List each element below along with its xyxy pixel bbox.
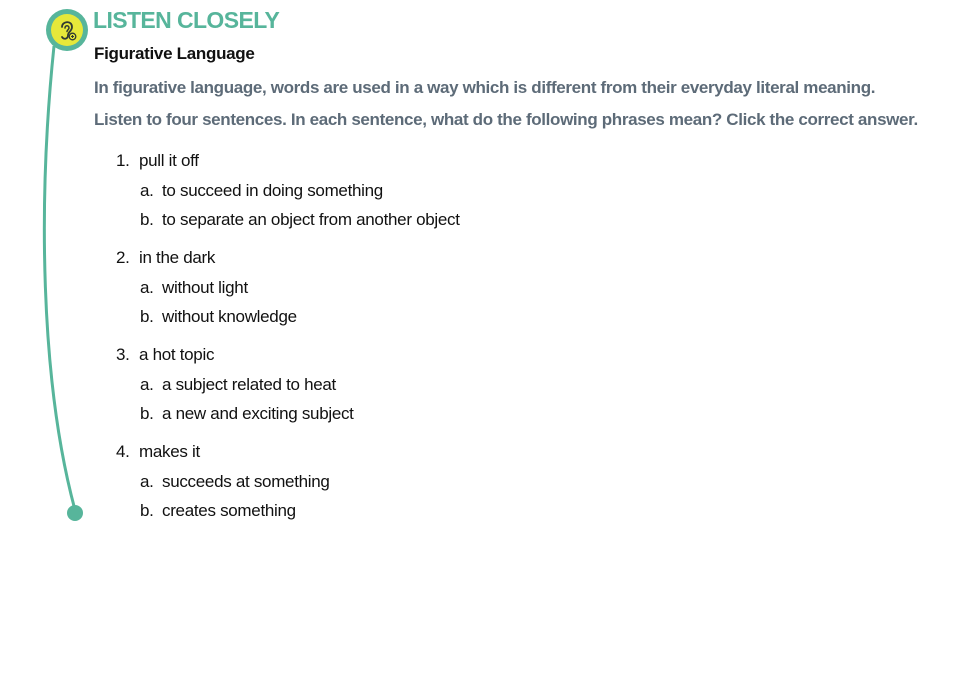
option-letter: a. [140, 181, 154, 200]
option-letter: a. [140, 472, 154, 491]
question-text: a hot topic [139, 345, 215, 364]
option-text: to succeed in doing something [162, 181, 383, 200]
answer-options [116, 372, 460, 430]
answer-option-a[interactable] [140, 372, 460, 401]
question-text: pull it off [139, 151, 199, 170]
question-phrase [116, 245, 460, 271]
option-text: a new and exciting subject [162, 404, 354, 423]
question-text: makes it [139, 442, 200, 461]
section-badge [46, 9, 88, 51]
question-number: 4. [116, 442, 130, 461]
answer-option-a[interactable] [140, 178, 460, 207]
question-number: 3. [116, 345, 130, 364]
option-text: a subject related to heat [162, 375, 336, 394]
option-letter: b. [140, 501, 154, 520]
answer-option-b[interactable] [140, 401, 460, 430]
intro-text: In figurative language, words are used in a way which is different from their everyday literal meaning. [94, 78, 876, 97]
instruction-text: Listen to four sentences. In each sentence, what do the following phrases mean? Click the correct answer. [94, 110, 918, 129]
option-letter: b. [140, 404, 154, 423]
question-phrase [116, 148, 460, 174]
option-text: without light [162, 278, 248, 297]
option-letter: b. [140, 210, 154, 229]
question-number: 1. [116, 151, 130, 170]
question-text: in the dark [139, 248, 216, 267]
question-item [116, 439, 460, 527]
question-phrase [116, 439, 460, 465]
option-text: to separate an object from another object [162, 210, 460, 229]
option-text: without knowledge [162, 307, 297, 326]
answer-option-b[interactable] [140, 498, 460, 527]
answer-options [116, 469, 460, 527]
option-letter: a. [140, 375, 154, 394]
question-item [116, 148, 460, 236]
question-item [116, 245, 460, 333]
section-title: LISTEN CLOSELY [93, 7, 280, 33]
option-text: creates something [162, 501, 296, 520]
answer-options [116, 178, 460, 236]
question-list [116, 148, 460, 536]
option-text: succeeds at something [162, 472, 330, 491]
question-item [116, 342, 460, 430]
answer-option-b[interactable] [140, 207, 460, 236]
option-letter: a. [140, 278, 154, 297]
question-number: 2. [116, 248, 130, 267]
answer-option-a[interactable] [140, 469, 460, 498]
ear-icon [51, 14, 83, 46]
option-letter: b. [140, 307, 154, 326]
answer-option-b[interactable] [140, 304, 460, 333]
answer-options [116, 275, 460, 333]
question-phrase [116, 342, 460, 368]
subtitle: Figurative Language [94, 44, 255, 63]
answer-option-a[interactable] [140, 275, 460, 304]
